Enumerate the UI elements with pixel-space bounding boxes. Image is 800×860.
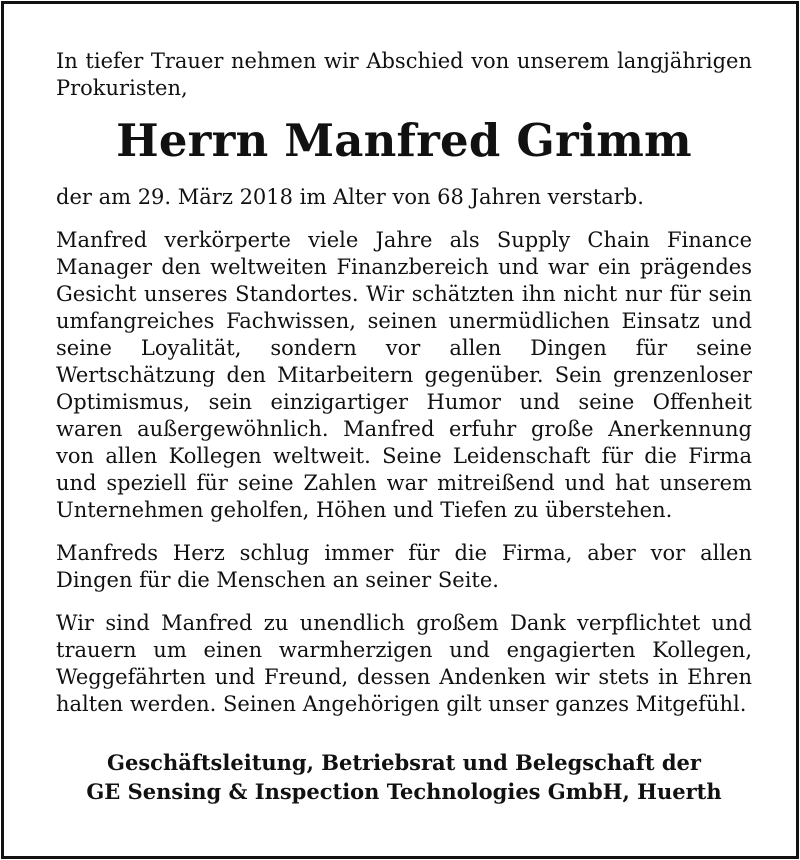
obituary-content — [56, 48, 752, 806]
signature-line: Geschäftsleitung, Betriebsrat und Belegschaft der — [107, 750, 701, 775]
signature-company: GE Sensing & Inspection Technologies GmbH, Huerth — [86, 779, 722, 804]
tribute-paragraph: Wir sind Manfred zu unendlich großem Dank verpflichtet und trauern um einen warmherzigen und engagierten Kollegen, Weggefährten und Freund, dessen Andenken wir stets in Ehren halten werden. Seinen Angehörigen gilt unser ganzes Mitgefühl. — [56, 611, 752, 716]
death-date-line: der am 29. März 2018 im Alter von 68 Jahren verstarb. — [56, 185, 644, 209]
intro-text: In tiefer Trauer nehmen wir Abschied von unserem langjährigen Prokuristen, — [56, 49, 752, 100]
tribute-paragraph: Manfred verkörperte viele Jahre als Supply Chain Finance Manager den weltweiten Finanzbereich und war ein prägendes Gesicht unseres Standortes. Wir schätzten ihn nicht nur für sein umfangreiches Fachwissen, seinen unermüdlichen Einsatz und seine Loyalität, sondern vor allen Dingen für seine Wertschätzung den Mitarbeitern gegenüber. Sein grenzenloser Optimismus, sein einzigartiger Humor und seine Offenheit waren außergewöhnlich. Manfred erfuhr große Anerkennung von allen Kollegen weltweit. Seine Leidenschaft für die Firma und speziell für seine Zahlen war mitreißend und hat unserem Unternehmen geholfen, Höhen und Tiefen zu überstehen. — [56, 228, 752, 522]
tribute-paragraph: Manfreds Herz schlug immer für die Firma, aber vor allen Dingen für die Menschen an seiner Seite. — [56, 541, 752, 592]
deceased-name: Herrn Manfred Grimm — [116, 114, 692, 167]
obituary-frame — [1, 1, 799, 859]
signature-block — [56, 748, 752, 806]
